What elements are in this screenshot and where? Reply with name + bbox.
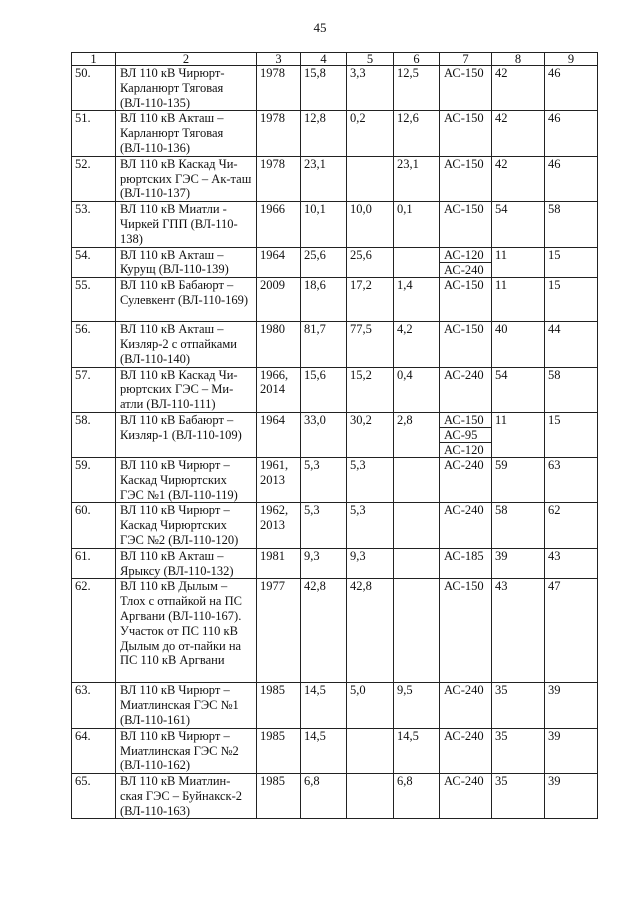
row-number-cell: 51. bbox=[72, 111, 116, 156]
wire-type-cell bbox=[440, 774, 492, 819]
table-row bbox=[72, 548, 598, 579]
table-row bbox=[72, 774, 598, 819]
length-part-a-cell bbox=[347, 728, 394, 773]
value-col8-cell: 39 bbox=[492, 548, 545, 579]
value-col9-cell: 43 bbox=[545, 548, 598, 579]
length-total-cell: 12,8 bbox=[301, 111, 347, 156]
length-total-cell: 81,7 bbox=[301, 322, 347, 367]
header-cell: 1 bbox=[72, 53, 116, 66]
value-col9-cell: 46 bbox=[545, 156, 598, 201]
value-col9-cell: 39 bbox=[545, 728, 598, 773]
wire-type: АС-150 bbox=[444, 278, 484, 293]
value-col9-cell: 15 bbox=[545, 412, 598, 457]
header-cell: 3 bbox=[257, 53, 301, 66]
table-row bbox=[72, 728, 598, 773]
length-part-b-cell: 0,1 bbox=[394, 202, 440, 247]
year-cell: 1978 bbox=[257, 111, 301, 156]
length-part-b-cell: 12,5 bbox=[394, 66, 440, 111]
length-part-b-cell bbox=[394, 579, 440, 683]
length-part-a-cell: 5,3 bbox=[347, 503, 394, 548]
length-part-b-cell: 0,4 bbox=[394, 367, 440, 412]
wire-type-cell bbox=[440, 579, 492, 683]
line-name-cell: ВЛ 110 кВ Акташ – Курущ (ВЛ-110-139) bbox=[116, 247, 257, 278]
length-total-cell: 15,6 bbox=[301, 367, 347, 412]
row-number-cell: 50. bbox=[72, 66, 116, 111]
year-cell: 1980 bbox=[257, 322, 301, 367]
length-part-b-cell: 23,1 bbox=[394, 156, 440, 201]
value-col9-cell: 15 bbox=[545, 247, 598, 278]
header-cell: 6 bbox=[394, 53, 440, 66]
year-cell: 1961, 2013 bbox=[257, 457, 301, 502]
length-total-cell: 14,5 bbox=[301, 683, 347, 728]
wire-type: АС-240 bbox=[444, 683, 484, 698]
length-total-cell: 18,6 bbox=[301, 278, 347, 322]
value-col8-cell: 35 bbox=[492, 728, 545, 773]
table-row bbox=[72, 579, 598, 683]
wire-type: АС-240 bbox=[440, 262, 491, 277]
wire-type-cell bbox=[440, 156, 492, 201]
wire-type: АС-150 bbox=[444, 111, 484, 126]
wire-type: АС-150 bbox=[444, 412, 484, 427]
length-part-a-cell: 9,3 bbox=[347, 548, 394, 579]
line-name-cell: ВЛ 110 кВ Чирюрт – Каскад Чирюртских ГЭС №1 (ВЛ-110-119) bbox=[116, 457, 257, 502]
length-part-b-cell: 14,5 bbox=[394, 728, 440, 773]
length-part-a-cell: 30,2 bbox=[347, 412, 394, 457]
line-name-cell: ВЛ 110 кВ Каскад Чи-рюртских ГЭС – Ми-атли (ВЛ-110-111) bbox=[116, 367, 257, 412]
table-row bbox=[72, 367, 598, 412]
length-part-a-cell: 10,0 bbox=[347, 202, 394, 247]
wire-type: АС-240 bbox=[444, 367, 484, 382]
header-cell: 4 bbox=[301, 53, 347, 66]
line-name-cell: ВЛ 110 кВ Чирюрт – Миатлинская ГЭС №2 (ВЛ-110-162) bbox=[116, 728, 257, 773]
length-part-a-cell: 15,2 bbox=[347, 367, 394, 412]
wire-type: АС-150 bbox=[444, 156, 484, 171]
year-cell: 1978 bbox=[257, 156, 301, 201]
wire-type-cell bbox=[440, 278, 492, 322]
table-row bbox=[72, 278, 598, 322]
table-row bbox=[72, 457, 598, 502]
year-cell: 1964 bbox=[257, 412, 301, 457]
length-part-a-cell: 5,3 bbox=[347, 457, 394, 502]
line-name-cell: ВЛ 110 кВ Акташ – Карланюрт Тяговая (ВЛ-110-136) bbox=[116, 111, 257, 156]
value-col8-cell: 54 bbox=[492, 367, 545, 412]
line-name-cell: ВЛ 110 кВ Акташ – Ярыксу (ВЛ-110-132) bbox=[116, 548, 257, 579]
table-row bbox=[72, 322, 598, 367]
wire-type: АС-150 bbox=[444, 579, 484, 594]
year-cell: 2009 bbox=[257, 278, 301, 322]
value-col8-cell: 35 bbox=[492, 683, 545, 728]
length-total-cell: 5,3 bbox=[301, 503, 347, 548]
line-name-cell: ВЛ 110 кВ Чирюрт – Каскад Чирюртских ГЭС №2 (ВЛ-110-120) bbox=[116, 503, 257, 548]
length-part-b-cell: 12,6 bbox=[394, 111, 440, 156]
value-col8-cell: 42 bbox=[492, 156, 545, 201]
wire-type-cell bbox=[440, 457, 492, 502]
wire-type: АС-120 bbox=[444, 247, 484, 262]
length-part-b-cell: 2,8 bbox=[394, 412, 440, 457]
length-total-cell: 25,6 bbox=[301, 247, 347, 278]
year-cell: 1985 bbox=[257, 683, 301, 728]
wire-type-cell bbox=[440, 683, 492, 728]
length-part-b-cell bbox=[394, 503, 440, 548]
value-col8-cell: 35 bbox=[492, 774, 545, 819]
line-name-cell: ВЛ 110 кВ Чирюрт-Карланюрт Тяговая (ВЛ-110-135) bbox=[116, 66, 257, 111]
table-row bbox=[72, 412, 598, 457]
value-col8-cell: 11 bbox=[492, 278, 545, 322]
wire-type-cell bbox=[440, 322, 492, 367]
row-number-cell: 64. bbox=[72, 728, 116, 773]
row-number-cell: 55. bbox=[72, 278, 116, 322]
row-number-cell: 63. bbox=[72, 683, 116, 728]
wire-type-cell bbox=[440, 728, 492, 773]
length-part-b-cell: 1,4 bbox=[394, 278, 440, 322]
line-name-cell: ВЛ 110 кВ Дылым – Тлох с отпайкой на ПС Аргвани (ВЛ-110-167). Участок от ПС 110 кВ Дылым до от-пайки на ПС 110 кВ Аргвани bbox=[116, 579, 257, 683]
value-col9-cell: 15 bbox=[545, 278, 598, 322]
length-part-a-cell bbox=[347, 156, 394, 201]
value-col8-cell: 59 bbox=[492, 457, 545, 502]
value-col8-cell: 42 bbox=[492, 66, 545, 111]
length-part-a-cell bbox=[347, 774, 394, 819]
value-col8-cell: 11 bbox=[492, 247, 545, 278]
wire-type: АС-95 bbox=[440, 427, 491, 442]
value-col9-cell: 63 bbox=[545, 457, 598, 502]
wire-type-cell bbox=[440, 202, 492, 247]
year-cell: 1977 bbox=[257, 579, 301, 683]
wire-type-cell bbox=[440, 412, 492, 457]
length-part-a-cell: 25,6 bbox=[347, 247, 394, 278]
wire-type: АС-185 bbox=[444, 548, 484, 563]
row-number-cell: 54. bbox=[72, 247, 116, 278]
length-part-b-cell: 6,8 bbox=[394, 774, 440, 819]
year-cell: 1962, 2013 bbox=[257, 503, 301, 548]
year-cell: 1985 bbox=[257, 728, 301, 773]
value-col9-cell: 47 bbox=[545, 579, 598, 683]
wire-type-cell bbox=[440, 548, 492, 579]
row-number-cell: 57. bbox=[72, 367, 116, 412]
length-part-a-cell: 5,0 bbox=[347, 683, 394, 728]
length-part-b-cell bbox=[394, 457, 440, 502]
length-total-cell: 6,8 bbox=[301, 774, 347, 819]
length-total-cell: 23,1 bbox=[301, 156, 347, 201]
table-row bbox=[72, 66, 598, 111]
length-total-cell: 42,8 bbox=[301, 579, 347, 683]
line-name-cell: ВЛ 110 кВ Акташ – Кизляр-2 с отпайками (ВЛ-110-140) bbox=[116, 322, 257, 367]
page-number: 45 bbox=[313, 20, 327, 35]
length-total-cell: 9,3 bbox=[301, 548, 347, 579]
table-row bbox=[72, 247, 598, 278]
wire-type-cell bbox=[440, 247, 492, 278]
length-part-b-cell bbox=[394, 548, 440, 579]
wire-type-cell bbox=[440, 367, 492, 412]
value-col8-cell: 40 bbox=[492, 322, 545, 367]
length-part-b-cell: 9,5 bbox=[394, 683, 440, 728]
wire-type: АС-150 bbox=[444, 322, 484, 337]
length-total-cell: 14,5 bbox=[301, 728, 347, 773]
line-name-cell: ВЛ 110 кВ Каскад Чи-рюртских ГЭС – Ак-таш (ВЛ-110-137) bbox=[116, 156, 257, 201]
table-row bbox=[72, 503, 598, 548]
table-row bbox=[72, 202, 598, 247]
header-cell: 9 bbox=[545, 53, 598, 66]
value-col8-cell: 11 bbox=[492, 412, 545, 457]
length-total-cell: 5,3 bbox=[301, 457, 347, 502]
row-number-cell: 65. bbox=[72, 774, 116, 819]
length-total-cell: 15,8 bbox=[301, 66, 347, 111]
wire-type: АС-150 bbox=[444, 66, 484, 80]
wire-type-cell bbox=[440, 66, 492, 111]
length-part-a-cell: 42,8 bbox=[347, 579, 394, 683]
value-col9-cell: 58 bbox=[545, 367, 598, 412]
value-col8-cell: 58 bbox=[492, 503, 545, 548]
table-body bbox=[72, 66, 598, 819]
year-cell: 1981 bbox=[257, 548, 301, 579]
length-part-a-cell: 0,2 bbox=[347, 111, 394, 156]
wire-type: АС-120 bbox=[440, 442, 491, 457]
row-number-cell: 62. bbox=[72, 579, 116, 683]
length-part-a-cell: 3,3 bbox=[347, 66, 394, 111]
line-name-cell: ВЛ 110 кВ Чирюрт – Миатлинская ГЭС №1 (ВЛ-110-161) bbox=[116, 683, 257, 728]
header-cell: 7 bbox=[440, 53, 492, 66]
wire-type: АС-240 bbox=[444, 457, 484, 472]
value-col9-cell: 46 bbox=[545, 66, 598, 111]
line-name-cell: ВЛ 110 кВ Бабаюрт – Кизляр-1 (ВЛ-110-109) bbox=[116, 412, 257, 457]
value-col9-cell: 62 bbox=[545, 503, 598, 548]
header-cell: 8 bbox=[492, 53, 545, 66]
table-row bbox=[72, 156, 598, 201]
table-row bbox=[72, 111, 598, 156]
wire-type-cell bbox=[440, 503, 492, 548]
value-col9-cell: 46 bbox=[545, 111, 598, 156]
year-cell: 1966, 2014 bbox=[257, 367, 301, 412]
year-cell: 1964 bbox=[257, 247, 301, 278]
row-number-cell: 60. bbox=[72, 503, 116, 548]
value-col9-cell: 39 bbox=[545, 774, 598, 819]
value-col9-cell: 44 bbox=[545, 322, 598, 367]
row-number-cell: 52. bbox=[72, 156, 116, 201]
wire-type: АС-240 bbox=[444, 503, 484, 518]
length-part-a-cell: 17,2 bbox=[347, 278, 394, 322]
table-row bbox=[72, 683, 598, 728]
wire-type: АС-150 bbox=[444, 202, 484, 217]
value-col8-cell: 54 bbox=[492, 202, 545, 247]
wire-type: АС-240 bbox=[444, 774, 484, 789]
header-cell: 2 bbox=[116, 53, 257, 66]
year-cell: 1978 bbox=[257, 66, 301, 111]
wire-type-cell bbox=[440, 111, 492, 156]
value-col8-cell: 43 bbox=[492, 579, 545, 683]
row-number-cell: 61. bbox=[72, 548, 116, 579]
length-total-cell: 33,0 bbox=[301, 412, 347, 457]
year-cell: 1966 bbox=[257, 202, 301, 247]
length-part-a-cell: 77,5 bbox=[347, 322, 394, 367]
length-total-cell: 10,1 bbox=[301, 202, 347, 247]
row-number-cell: 53. bbox=[72, 202, 116, 247]
row-number-cell: 56. bbox=[72, 322, 116, 367]
value-col9-cell: 58 bbox=[545, 202, 598, 247]
row-number-cell: 58. bbox=[72, 412, 116, 457]
line-name-cell: ВЛ 110 кВ Миатлин-ская ГЭС – Буйнакск-2 (ВЛ-110-163) bbox=[116, 774, 257, 819]
line-name-cell: ВЛ 110 кВ Бабаюрт – Сулевкент (ВЛ-110-169) bbox=[116, 278, 257, 322]
value-col8-cell: 42 bbox=[492, 111, 545, 156]
length-part-b-cell: 4,2 bbox=[394, 322, 440, 367]
line-name-cell: ВЛ 110 кВ Миатли - Чиркей ГПП (ВЛ-110-138) bbox=[116, 202, 257, 247]
year-cell: 1985 bbox=[257, 774, 301, 819]
table-header-row bbox=[72, 53, 598, 66]
length-part-b-cell bbox=[394, 247, 440, 278]
power-lines-table bbox=[71, 52, 598, 819]
header-cell: 5 bbox=[347, 53, 394, 66]
wire-type: АС-240 bbox=[444, 728, 484, 743]
row-number-cell: 59. bbox=[72, 457, 116, 502]
value-col9-cell: 39 bbox=[545, 683, 598, 728]
